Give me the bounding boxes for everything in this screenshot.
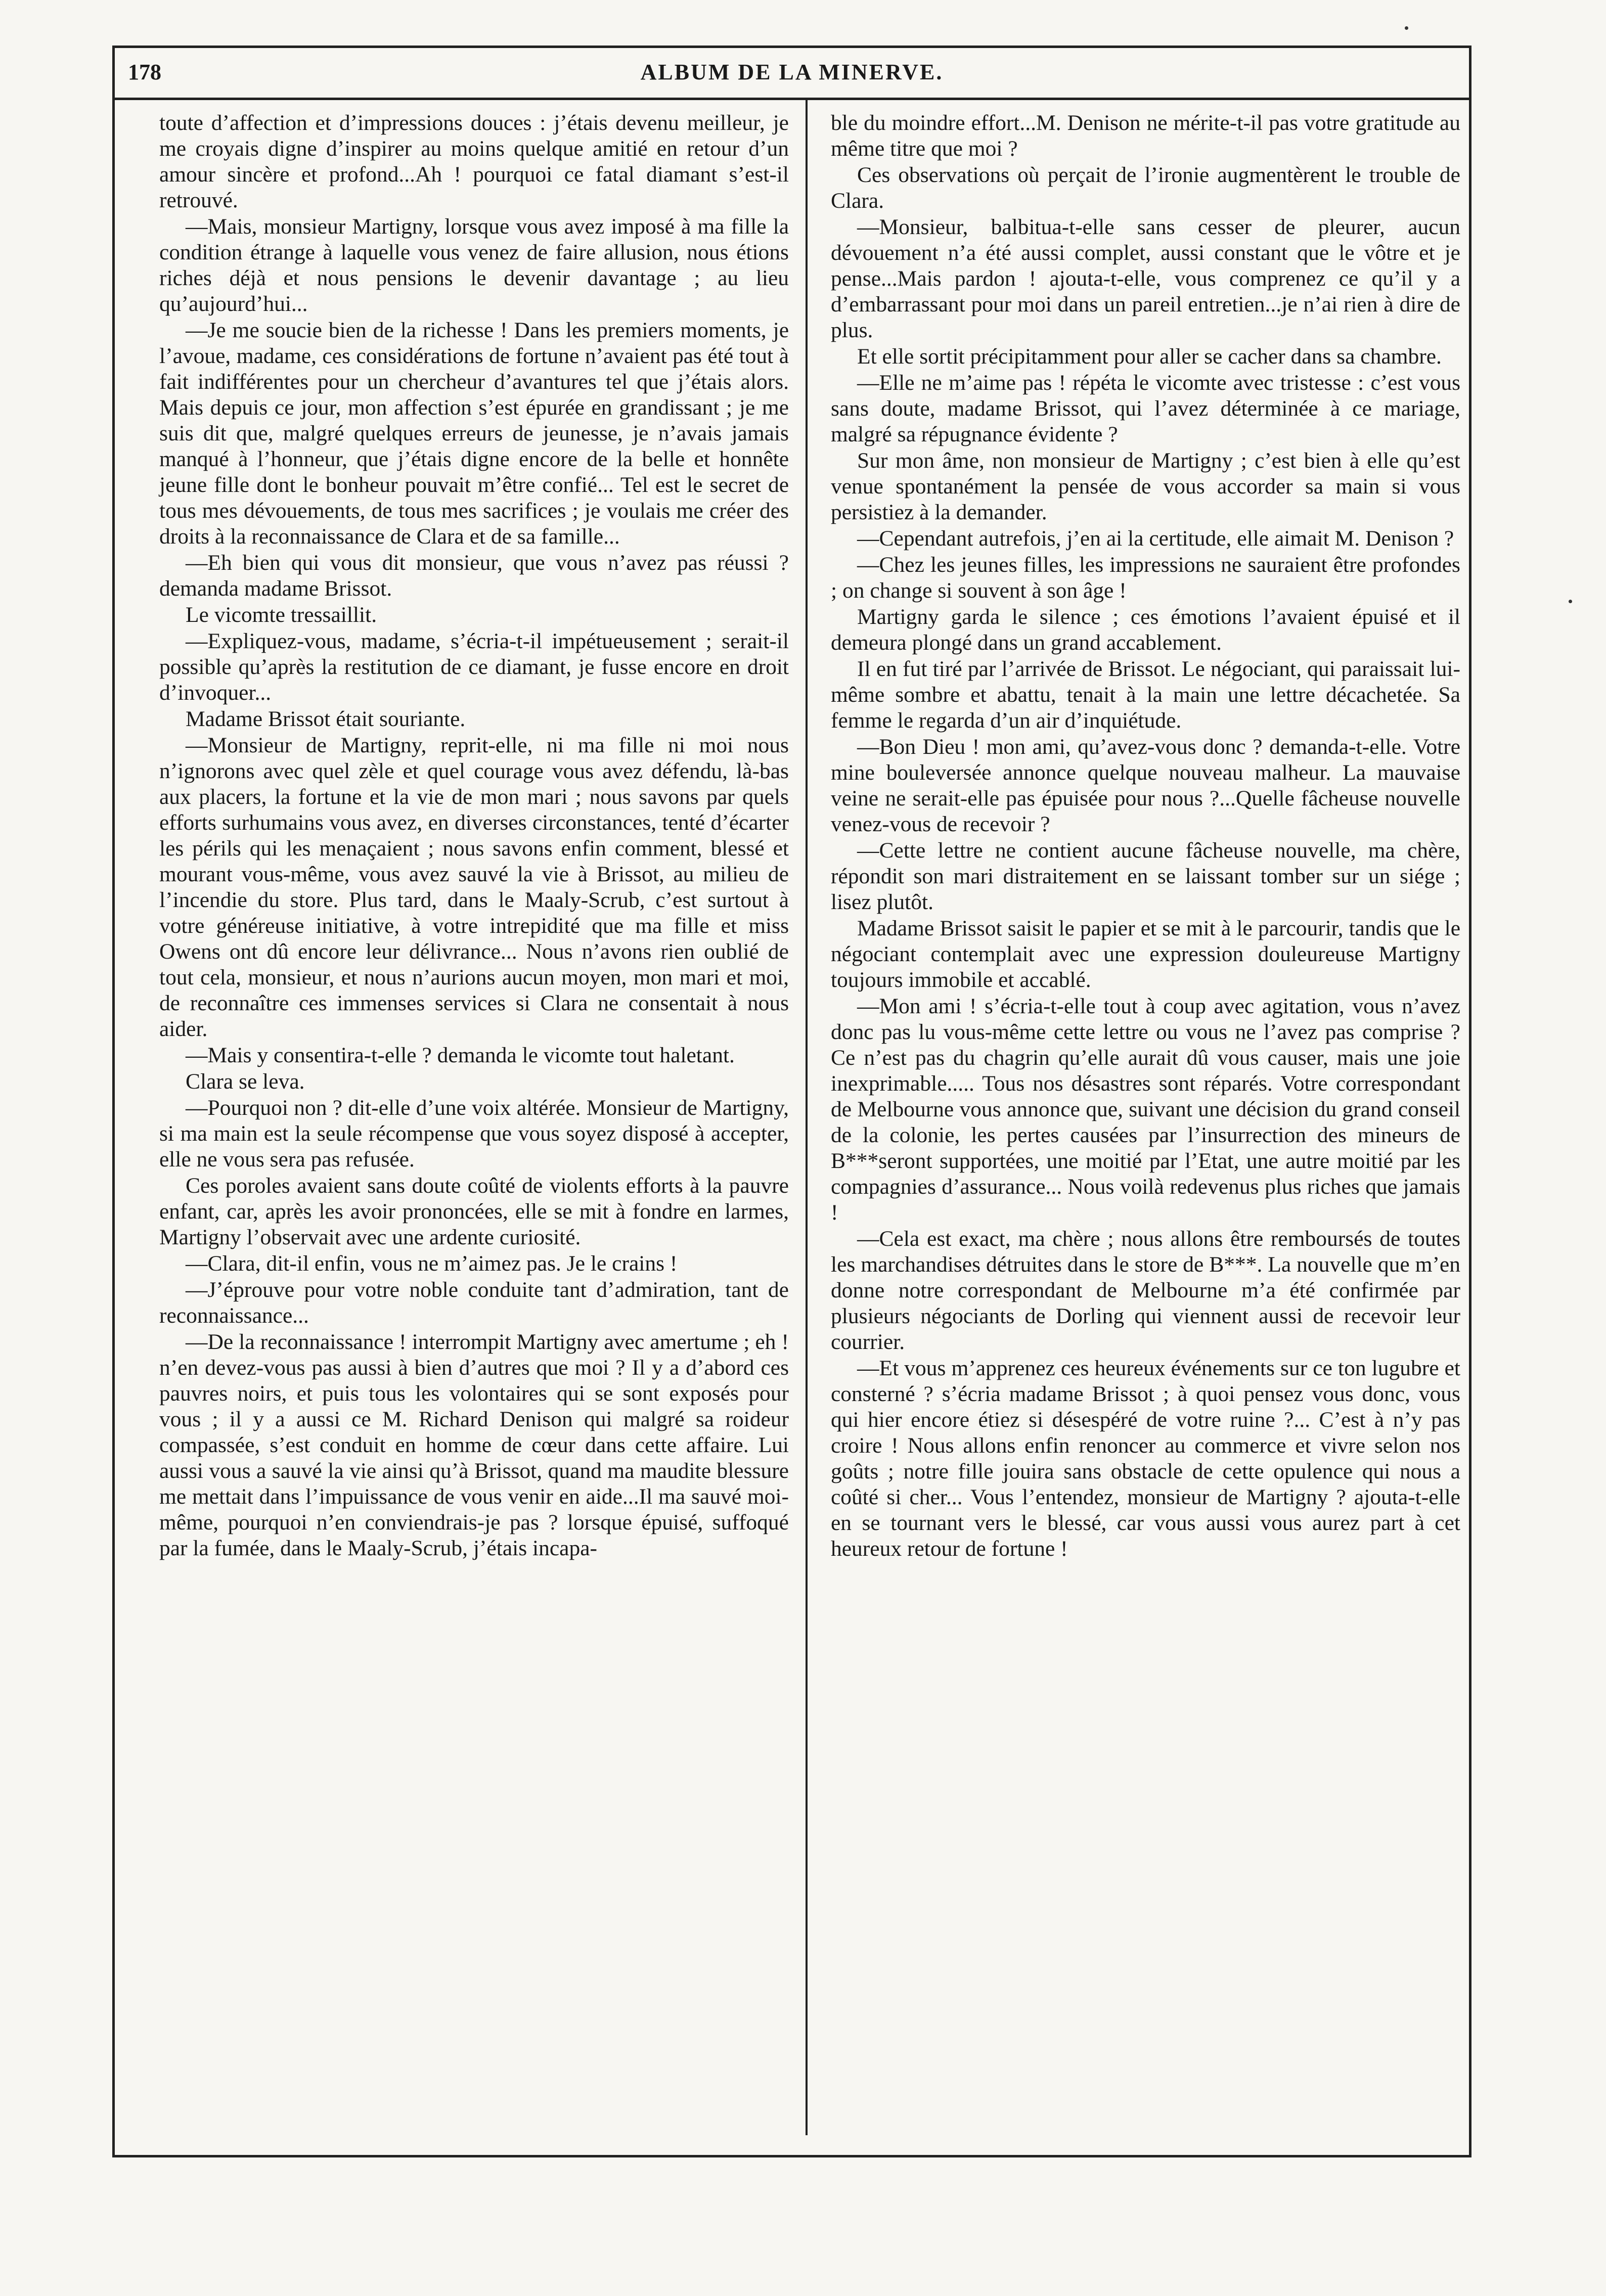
right-column-paragraph: Il en fut tiré par l’arrivée de Brissot. Le négociant, qui paraissait lui-même sombre et abattu, tenait à la main une lettre décachetée. Sa femme le regarda d’un air d’inquiétude.: [831, 657, 1460, 733]
right-column-paragraph: —Cependant autrefois, j’en ai la certitude, elle aimait M. Denison ?: [857, 526, 1454, 551]
right-column-paragraph: —Elle ne m’aime pas ! répéta le vicomte avec tristesse : c’est vous sans doute, madame Brissot, qui l’avez déterminée à ce mariage, malgré sa répugnance évidente ?: [831, 371, 1460, 446]
right-column-paragraph: —Chez les jeunes filles, les impressions ne sauraient être profondes ; on change si souvent à son âge !: [831, 553, 1460, 603]
right-column-paragraph: Ces observations où perçait de l’ironie augmentèrent le trouble de Clara.: [831, 163, 1460, 213]
left-column-paragraph: —Expliquez-vous, madame, s’écria-t-il impétueusement ; serait-il possible qu’après la restitution de ce diamant, je fusse encore en droit d’invoquer...: [159, 629, 789, 705]
right-column-paragraph: Madame Brissot saisit le papier et se mit à le parcourir, tandis que le négociant contemplait avec une expression douleureuse Martigny toujours immobile et accablé.: [831, 916, 1460, 992]
page-number: 178: [128, 60, 161, 84]
left-column-paragraph: —Mais y consentira-t-elle ? demanda le vicomte tout haletant.: [186, 1043, 735, 1067]
right-column-paragraph: —Monsieur, balbitua-t-elle sans cesser de pleurer, aucun dévouement n’a été aussi complet, aussi constant que le vôtre et je pense...Mais pardon ! ajouta-t-elle, vous comprenez ce qu’il y a d’embarrassant pour moi dans un pareil entretien...je n’ai rien à dire de plus.: [831, 215, 1460, 342]
running-header: [115, 46, 1469, 100]
right-column-paragraph: Martigny garda le silence ; ces émotions l’avaient épuisé et il demeura plongé dans un grand accablement.: [831, 605, 1460, 655]
right-column-paragraph: —Et vous m’apprenez ces heureux événements sur ce ton lugubre et consterné ? s’écria madame Brissot ; à quoi pensez vous donc, vous qui hier encore étiez si désespéré de votre ruine ?... C’est à n’y pas croire ! Nous allons enfin renoncer au commerce et vivre selon nos goûts ; notre fille jouira sans obstacle de cette opulence qui nous a coûté si cher... Vous l’entendez, monsieur de Martigny ? ajouta-t-elle en se tournant vers le blessé, car vous aussi vous aurez part à cet heureux retour de fortune !: [831, 1356, 1460, 1561]
left-column-paragraph: —Pourquoi non ? dit-elle d’une voix altérée. Monsieur de Martigny, si ma main est la seule récompense que vous soyez disposé à accepter, elle ne vous sera pas refusée.: [159, 1096, 789, 1172]
print-speck: [1405, 26, 1408, 30]
left-column-paragraph: —Je me soucie bien de la richesse ! Dans les premiers moments, je l’avoue, madame, ces considérations de fortune n’avaient pas été tout à fait indifférentes pour un chercheur d’avantures tel que j’étais alors. Mais depuis ce jour, mon affection s’est épurée en grandissant ; je me suis dit que, malgré quelques erreurs de jeunesse, je n’avais jamais manqué à l’honneur, que j’étais digne encore de la belle et honnête jeune fille dont le bonheur pouvait m’être confié... Tel est le secret de tous mes dévouements, de tous mes sacrifices ; je voulais me créer des droits à la reconnaissance de Clara et de sa famille...: [159, 318, 789, 549]
right-column-paragraph: —Cette lettre ne contient aucune fâcheuse nouvelle, ma chère, répondit son mari distraitement en se laissant tomber sur un siége ; lisez plutôt.: [831, 838, 1460, 914]
right-column-paragraph: —Bon Dieu ! mon ami, qu’avez-vous donc ? demanda-t-elle. Votre mine bouleversée annonce quelque nouveau malheur. La mauvaise veine ne serait-elle pas épuisée pour nous ?...Quelle fâcheuse nouvelle venez-vous de recevoir ?: [831, 735, 1460, 836]
right-column-paragraph: —Mon ami ! s’écria-t-elle tout à coup avec agitation, vous n’avez donc pas lu vous-même cette lettre ou vous ne l’avez pas comprise ? Ce n’est pas du chagrin qu’elle aurait dû vous causer, mais une joie inexprimable..... Tous nos désastres sont réparés. Votre correspondant de Melbourne vous annonce que, suivant une décision du grand conseil de la colonie, les pertes causées par l’insurrection des mineurs de B***seront supportées, une moitié par l’Etat, une autre moitié par les compagnies d’assurance... Nous voilà redevenus plus riches que jamais !: [831, 994, 1460, 1225]
right-column-paragraph: ble du moindre effort...M. Denison ne mérite-t-il pas votre gratitude au même titre que moi ?: [831, 111, 1460, 161]
page-frame: [112, 46, 1471, 2157]
left-column-paragraph: Le vicomte tressaillit.: [186, 603, 377, 627]
right-column: [831, 110, 1460, 1562]
journal-title: ALBUM DE LA MINERVE.: [640, 60, 944, 84]
left-column: [159, 110, 789, 1562]
left-column-paragraph: —Monsieur de Martigny, reprit-elle, ni ma fille ni moi nous n’ignorons avec quel zèle et quel courage vous avez défendu, là-bas aux placers, la fortune et la vie de mon mari ; nous savons par quels efforts surhumains vous avez, en diverses circonstances, tenté d’écarter les périls qui les menaçaient ; nous savons enfin comment, blessé et mourant vous-même, vous avez sauvé la vie à Brissot, au milieu de l’incendie du store. Plus tard, dans le Maaly-Scrub, c’est surtout à votre généreuse initiative, à votre intrepidité que ma fille et miss Owens ont dû encore leur délivrance... Nous n’avons rien oublié de tout cela, monsieur, et nous n’aurions aucun moyen, mon mari et moi, de reconnaître ces immenses services si Clara ne consentait à nous aider.: [159, 733, 789, 1041]
right-column-paragraph: —Cela est exact, ma chère ; nous allons être remboursés de toutes les marchandises détruites dans le store de B***. La nouvelle que m’en donne notre correspondant de Melbourne m’a été confirmée par plusieurs négociants de Dorling qui viennent aussi de recevoir leur courrier.: [831, 1227, 1460, 1354]
left-column-paragraph: Clara se leva.: [186, 1069, 305, 1094]
left-column-paragraph: —J’éprouve pour votre noble conduite tant d’admiration, tant de reconnaissance...: [159, 1278, 789, 1328]
column-divider: [806, 98, 808, 2135]
left-column-paragraph: —Mais, monsieur Martigny, lorsque vous avez imposé à ma fille la condition étrange à laquelle vous venez de faire allusion, nous étions riches déjà et nous pensions le devenir davantage ; au lieu qu’aujourd’hui...: [159, 214, 789, 316]
left-column-paragraph: toute d’affection et d’impressions douces : j’étais devenu meilleur, je me croyais digne d’inspirer au moins quelque amitié en retour d’un amour sincère et profond...Ah ! pourquoi ce fatal diamant s’est-il retrouvé.: [159, 111, 789, 212]
left-column-paragraph: —Eh bien qui vous dit monsieur, que vous n’avez pas réussi ? demanda madame Brissot.: [159, 551, 789, 601]
left-column-paragraph: —De la reconnaissance ! interrompit Martigny avec amertume ; eh ! n’en devez-vous pas aussi à bien d’autres que moi ? Il y a d’abord ces pauvres noirs, et puis tous les volontaires qui se sont exposés pour vous ; il y a aussi ce M. Richard Denison qui malgré sa roideur compassée, s’est conduit en homme de cœur dans cette affaire. Lui aussi vous a sauvé la vie ainsi qu’à Brissot, quand ma maudite blessure me mettait dans l’impuissance de vous venir en aide...Il ma sauvé moi-même, pourquoi n’en conviendrais-je pas ? lorsque épuisé, suffoqué par la fumée, dans le Maaly-Scrub, j’étais incapa-: [159, 1330, 789, 1560]
left-column-paragraph: Madame Brissot était souriante.: [186, 707, 466, 731]
left-column-paragraph: —Clara, dit-il enfin, vous ne m’aimez pas. Je le crains !: [186, 1251, 678, 1276]
print-speck: [1569, 600, 1572, 603]
right-column-paragraph: Et elle sortit précipitamment pour aller se cacher dans sa chambre.: [857, 344, 1442, 369]
right-column-paragraph: Sur mon âme, non monsieur de Martigny ; c’est bien à elle qu’est venue spontanément la pensée de vous accorder sa main si vous persistiez à la demander.: [831, 448, 1460, 524]
left-column-paragraph: Ces poroles avaient sans doute coûté de violents efforts à la pauvre enfant, car, après les avoir prononcées, elle se mit à fondre en larmes, Martigny l’observait avec une ardente curiosité.: [159, 1174, 789, 1249]
